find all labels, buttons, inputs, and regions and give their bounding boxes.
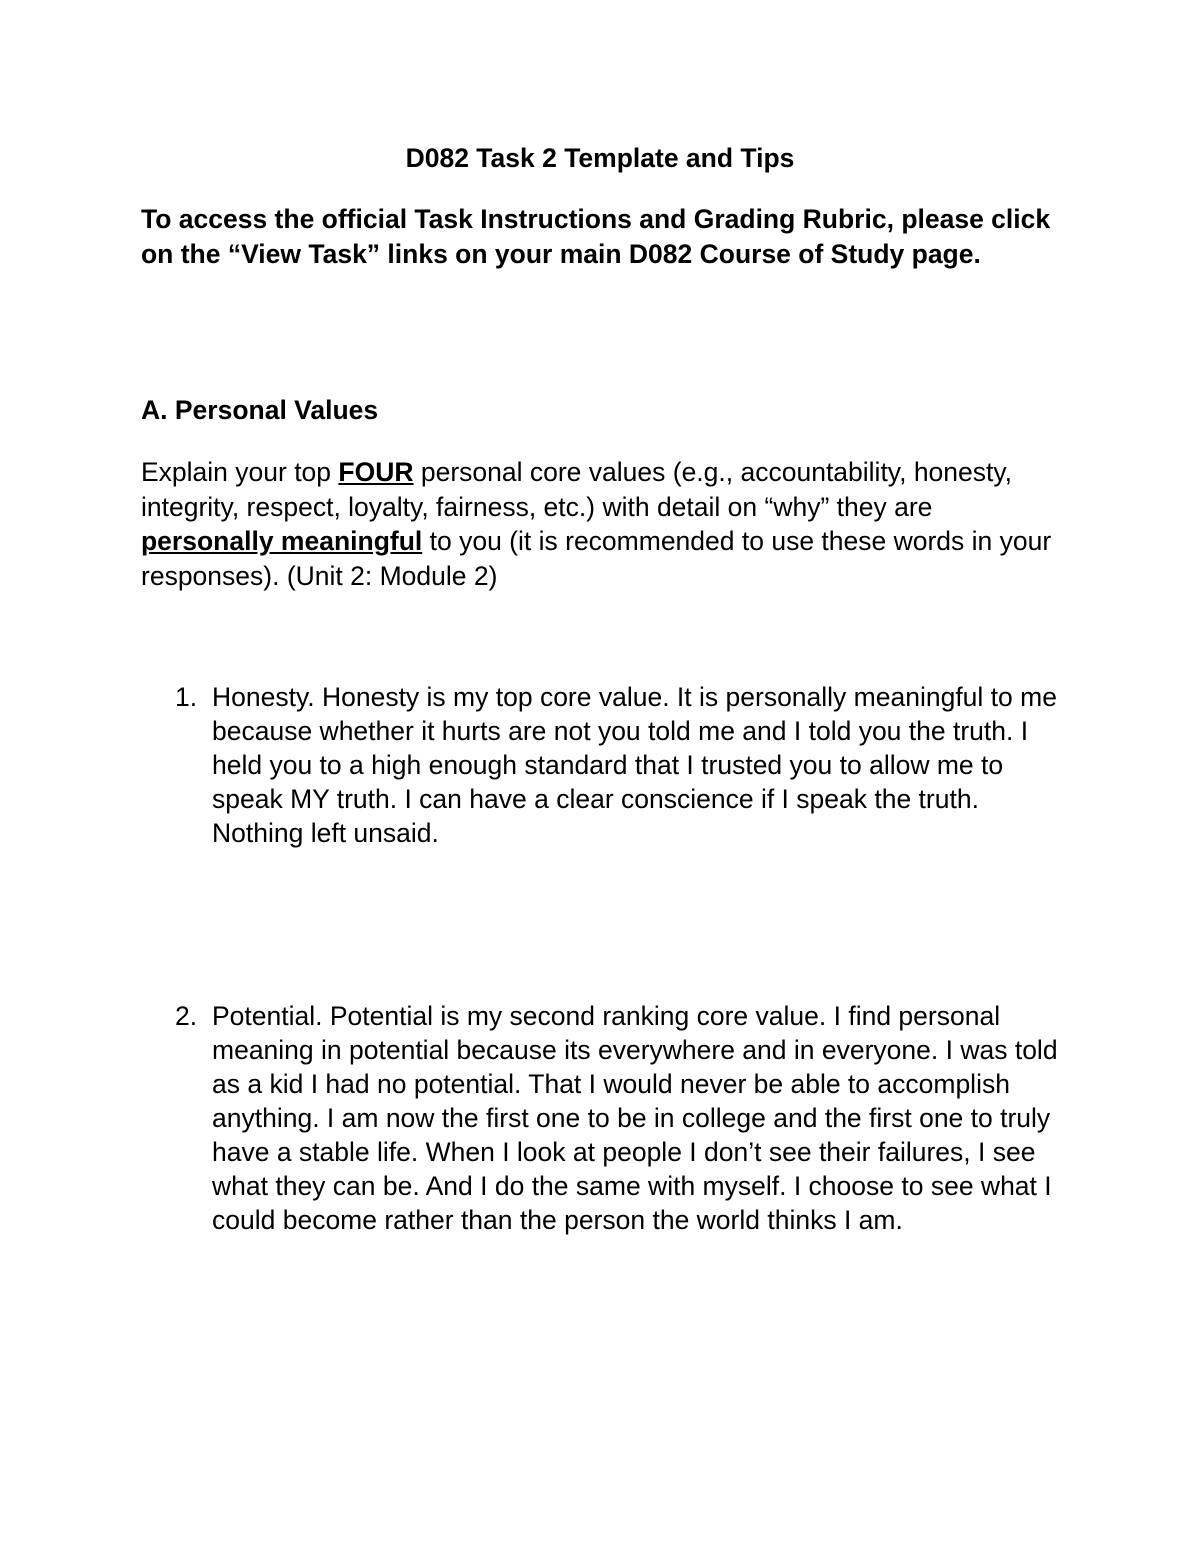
section-heading: A. Personal Values <box>141 395 379 425</box>
list-item-text: Honesty. Honesty is my top core value. It is personally meaningful to me because whether it hurts are not you told me and I told you the truth. I held you to a high enough standard that I trusted you to allow me to speak MY truth. I can have a clear conscience if I speak the truth. Nothing left unsaid. <box>212 682 1057 848</box>
list-item <box>175 999 1070 1237</box>
list-item-number: 1. <box>175 682 198 712</box>
document-title: D082 Task 2 Template and Tips <box>405 143 795 173</box>
prompt-emphasis-four: FOUR <box>338 457 414 487</box>
intro-paragraph: To access the official Task Instructions and Grading Rubric, please click on the “View Task” links on your main D082 Course of Study page. <box>141 204 1051 269</box>
list-item-number: 2. <box>175 1001 198 1031</box>
prompt-text: personal core values (e.g., accountability, honesty, integrity, respect, loyalty, fairness, etc.) with detail on “why” they are <box>141 457 1013 522</box>
prompt-emphasis-meaningful: personally meaningful <box>141 526 423 556</box>
list-item-text: Potential. Potential is my second ranking core value. I find personal meaning in potential because its everywhere and in everyone. I was told as a kid I had no potential. That I would never be able to accomplish anything. I am now the first one to be in college and the first one to truly have a stable life. When I look at people I don’t see their failures, I see what they can be. And I do the same with myself. I choose to see what I could become rather than the person the world thinks I am. <box>212 1001 1058 1235</box>
prompt-text: Explain your top <box>141 457 339 487</box>
prompt-text: to you (it is recommended to use these words in your responses). (Unit 2: Module 2) <box>141 526 1052 591</box>
list-item <box>175 680 1070 850</box>
prompt-paragraph <box>141 455 1061 593</box>
